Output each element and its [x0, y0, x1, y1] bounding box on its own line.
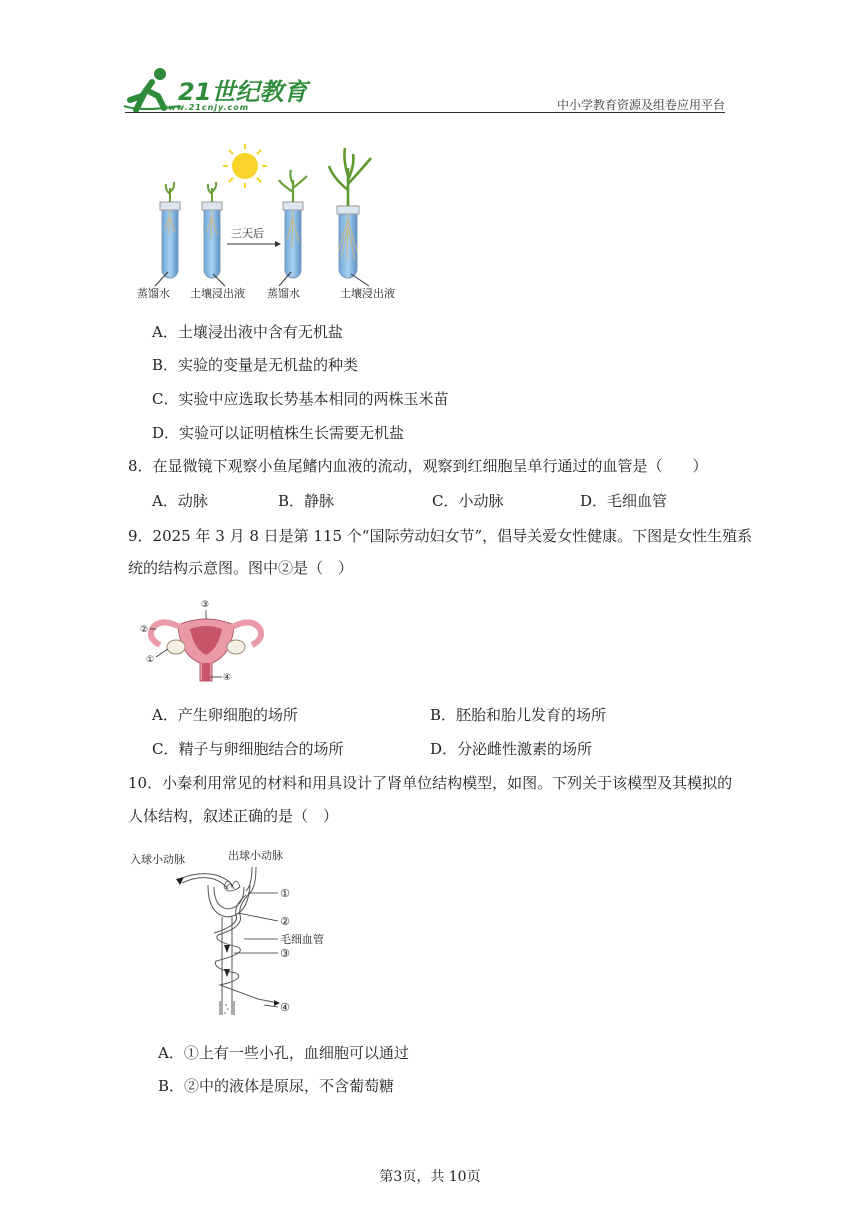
logo-text: 21世纪教育 [178, 78, 308, 106]
label-capillary: 毛细血管 [280, 933, 324, 946]
q9-stem-line-2: 统的结构示意图。图中②是（ ） [128, 559, 354, 577]
q8-option-a: A．动脉 [152, 492, 208, 510]
label-afferent-arteriole: 入球小动脉 [130, 853, 185, 866]
label-n4: ④ [280, 1001, 290, 1014]
q7-option-a: A．土壤浸出液中含有无机盐 [152, 323, 343, 341]
test-tube-2 [202, 182, 222, 278]
flow-arrow-icon [224, 969, 230, 977]
flow-arrow-icon [176, 877, 184, 885]
label-soil-extract-1: 土壤浸出液 [190, 287, 245, 300]
label-n1: ① [280, 887, 290, 900]
q7-figure [125, 140, 410, 305]
q10-stem-line-1: 10．小秦利用常见的材料和用具设计了肾单位结构模型，如图。下列关于该模型及其模拟的 [128, 774, 733, 792]
page-number: 第3页，共 10页 [379, 1169, 481, 1185]
platform-name: 中小学教育资源及组卷应用平台 [556, 98, 725, 112]
test-tube-4 [329, 148, 371, 278]
q10-stem-line-2: 人体结构，叙述正确的是（ ） [128, 807, 339, 825]
q9-option-b: B．胚胎和胎儿发育的场所 [430, 706, 607, 724]
label-soil-extract-2: 土壤浸出液 [340, 287, 395, 300]
label-4: ④ [223, 673, 232, 683]
q9-option-c: C．精子与卵细胞结合的场所 [152, 740, 344, 758]
q9-stem-line-1: 9．2025 年 3 月 8 日是第 115 个“国际劳动妇女节”，倡导关爱女性健康。下图是女性生殖系 [128, 527, 753, 545]
label-efferent-arteriole: 出球小动脉 [228, 849, 283, 862]
q8-stem: 8．在显微镜下观察小鱼尾鳍内血液的流动，观察到红细胞呈单行通过的血管是（ ） [128, 457, 708, 475]
test-tube-3 [279, 170, 307, 278]
test-tube-1 [160, 182, 180, 278]
label-2: ② [140, 625, 149, 635]
header-divider [125, 112, 725, 113]
sun-icon [223, 144, 267, 188]
q10-option-a: A．①上有一些小孔，血细胞可以通过 [158, 1044, 409, 1062]
label-3: ③ [201, 600, 210, 610]
q8-option-c: C．小动脉 [432, 492, 504, 510]
q9-option-d: D．分泌雌性激素的场所 [430, 740, 593, 758]
q7-option-b: B．实验的变量是无机盐的种类 [152, 356, 359, 374]
flow-arrow-icon [224, 945, 230, 953]
q8-option-b: B．静脉 [278, 492, 335, 510]
q8-option-d: D．毛细血管 [580, 492, 668, 510]
arrow-label: 三天后 [231, 227, 264, 240]
q10-option-b: B．②中的液体是原尿，不含葡萄糖 [158, 1077, 395, 1095]
q7-option-d: D．实验可以证明植株生长需要无机盐 [152, 424, 405, 442]
female-reproductive-figure [136, 595, 271, 690]
three-days-arrow [227, 227, 281, 247]
label-distilled-water-1: 蒸馏水 [137, 287, 170, 300]
label-distilled-water-2: 蒸馏水 [267, 287, 300, 300]
logo-url: www.21cnjy.com [160, 103, 250, 112]
label-n3: ③ [280, 947, 290, 960]
label-n2: ② [280, 915, 290, 928]
q9-option-a: A．产生卵细胞的场所 [152, 706, 298, 724]
nephron-model-figure [128, 845, 348, 1025]
q7-option-c: C．实验中应选取长势基本相同的两株玉米苗 [152, 390, 449, 408]
label-1: ① [146, 655, 155, 665]
